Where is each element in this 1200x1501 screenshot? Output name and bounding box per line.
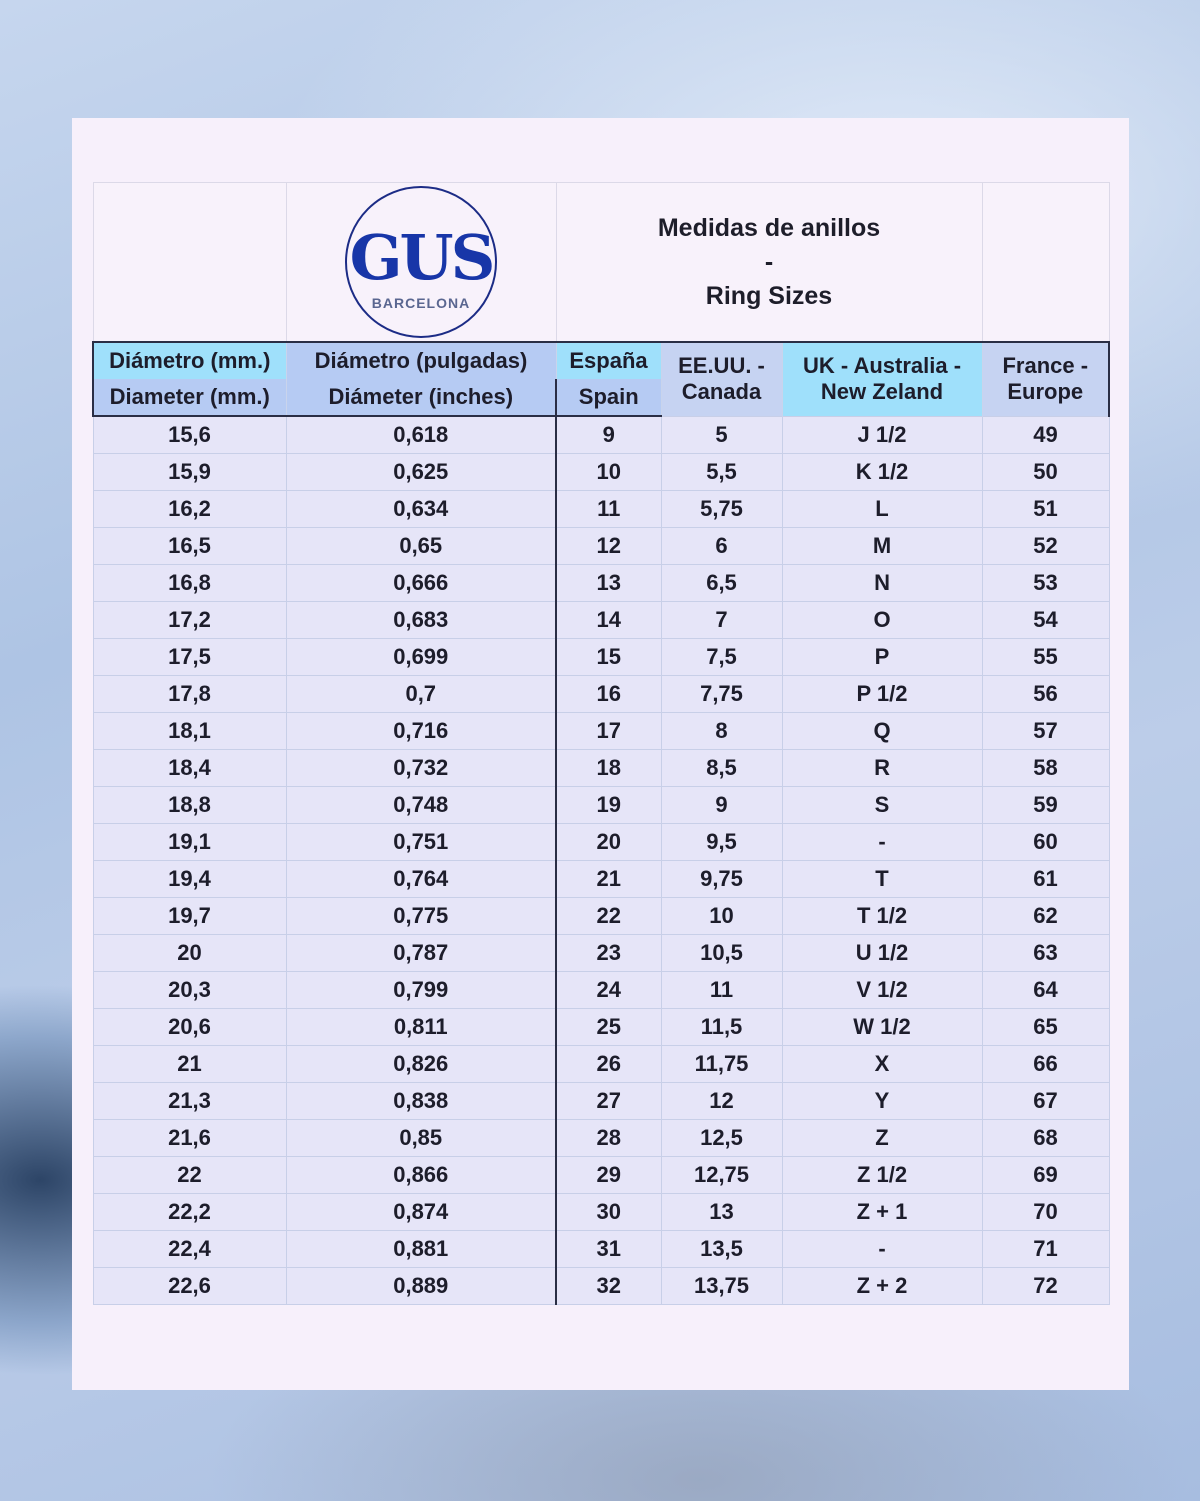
diameter-mm-cell: 20 bbox=[93, 934, 286, 971]
uk-size-cell: T bbox=[782, 860, 982, 897]
us-size-cell: 9,75 bbox=[661, 860, 782, 897]
header-uk-line1: UK - Australia - bbox=[802, 353, 962, 379]
diameter-inches-cell: 0,811 bbox=[286, 1008, 556, 1045]
us-size-cell: 6 bbox=[661, 527, 782, 564]
logo-wordmark: GUS bbox=[349, 221, 493, 294]
table-row bbox=[93, 1119, 1109, 1156]
header-diameter-mm-es: Diámetro (mm.) bbox=[93, 342, 286, 379]
gus-barcelona-logo bbox=[345, 186, 497, 338]
spain-size-cell: 13 bbox=[556, 564, 661, 601]
diameter-mm-cell: 20,3 bbox=[93, 971, 286, 1008]
diameter-inches-cell: 0,618 bbox=[286, 416, 556, 453]
us-size-cell: 12 bbox=[661, 1082, 782, 1119]
spain-size-cell: 9 bbox=[556, 416, 661, 453]
title-spanish: Medidas de anillos bbox=[657, 214, 881, 242]
spain-size-cell: 30 bbox=[556, 1193, 661, 1230]
title-cell bbox=[556, 183, 982, 343]
spain-size-cell: 29 bbox=[556, 1156, 661, 1193]
ring-size-table bbox=[92, 182, 1110, 1305]
header-spain-en: Spain bbox=[556, 379, 661, 416]
us-size-cell: 11 bbox=[661, 971, 782, 1008]
uk-size-cell: P 1/2 bbox=[782, 675, 982, 712]
diameter-mm-cell: 16,8 bbox=[93, 564, 286, 601]
uk-size-cell: Z bbox=[782, 1119, 982, 1156]
table-row bbox=[93, 638, 1109, 675]
us-size-cell: 13,75 bbox=[661, 1267, 782, 1304]
us-size-cell: 5,75 bbox=[661, 490, 782, 527]
uk-size-cell: - bbox=[782, 823, 982, 860]
table-row bbox=[93, 971, 1109, 1008]
spain-size-cell: 11 bbox=[556, 490, 661, 527]
uk-size-cell: X bbox=[782, 1045, 982, 1082]
diameter-mm-cell: 22,6 bbox=[93, 1267, 286, 1304]
france-size-cell: 67 bbox=[982, 1082, 1109, 1119]
france-size-cell: 64 bbox=[982, 971, 1109, 1008]
france-size-cell: 72 bbox=[982, 1267, 1109, 1304]
diameter-mm-cell: 20,6 bbox=[93, 1008, 286, 1045]
diameter-inches-cell: 0,716 bbox=[286, 712, 556, 749]
us-size-cell: 8,5 bbox=[661, 749, 782, 786]
diameter-inches-cell: 0,748 bbox=[286, 786, 556, 823]
us-size-cell: 10,5 bbox=[661, 934, 782, 971]
diameter-inches-cell: 0,866 bbox=[286, 1156, 556, 1193]
diameter-inches-cell: 0,838 bbox=[286, 1082, 556, 1119]
france-size-cell: 52 bbox=[982, 527, 1109, 564]
diameter-inches-cell: 0,881 bbox=[286, 1230, 556, 1267]
us-size-cell: 8 bbox=[661, 712, 782, 749]
header-row-spanish bbox=[93, 342, 1109, 379]
diameter-inches-cell: 0,683 bbox=[286, 601, 556, 638]
table-row bbox=[93, 675, 1109, 712]
france-size-cell: 66 bbox=[982, 1045, 1109, 1082]
header-spain-es: España bbox=[556, 342, 661, 379]
uk-size-cell: O bbox=[782, 601, 982, 638]
diameter-inches-cell: 0,826 bbox=[286, 1045, 556, 1082]
spain-size-cell: 10 bbox=[556, 453, 661, 490]
diameter-mm-cell: 18,4 bbox=[93, 749, 286, 786]
spain-size-cell: 27 bbox=[556, 1082, 661, 1119]
uk-size-cell: M bbox=[782, 527, 982, 564]
table-row bbox=[93, 527, 1109, 564]
us-size-cell: 11,5 bbox=[661, 1008, 782, 1045]
us-size-cell: 7 bbox=[661, 601, 782, 638]
table-row bbox=[93, 490, 1109, 527]
diameter-mm-cell: 17,5 bbox=[93, 638, 286, 675]
us-size-cell: 7,75 bbox=[661, 675, 782, 712]
spain-size-cell: 16 bbox=[556, 675, 661, 712]
header-diameter-inches-en: Diámeter (inches) bbox=[286, 379, 556, 416]
header-uk-australia-nz bbox=[782, 342, 982, 416]
france-size-cell: 57 bbox=[982, 712, 1109, 749]
uk-size-cell: U 1/2 bbox=[782, 934, 982, 971]
table-row bbox=[93, 1045, 1109, 1082]
table-row bbox=[93, 1008, 1109, 1045]
title-cell-empty-left bbox=[93, 183, 286, 343]
us-size-cell: 10 bbox=[661, 897, 782, 934]
uk-size-cell: N bbox=[782, 564, 982, 601]
spain-size-cell: 17 bbox=[556, 712, 661, 749]
diameter-inches-cell: 0,65 bbox=[286, 527, 556, 564]
us-size-cell: 5 bbox=[661, 416, 782, 453]
diameter-inches-cell: 0,85 bbox=[286, 1119, 556, 1156]
uk-size-cell: P bbox=[782, 638, 982, 675]
header-us-canada bbox=[661, 342, 782, 416]
uk-size-cell: L bbox=[782, 490, 982, 527]
table-row bbox=[93, 712, 1109, 749]
diameter-inches-cell: 0,764 bbox=[286, 860, 556, 897]
uk-size-cell: T 1/2 bbox=[782, 897, 982, 934]
table-row bbox=[93, 860, 1109, 897]
diameter-mm-cell: 21,6 bbox=[93, 1119, 286, 1156]
france-size-cell: 53 bbox=[982, 564, 1109, 601]
us-size-cell: 6,5 bbox=[661, 564, 782, 601]
us-size-cell: 9 bbox=[661, 786, 782, 823]
diameter-mm-cell: 22,4 bbox=[93, 1230, 286, 1267]
header-fr-line1: France - bbox=[1002, 353, 1089, 379]
table-row bbox=[93, 416, 1109, 453]
header-fr-line2: Europe bbox=[1007, 379, 1084, 405]
diameter-mm-cell: 22,2 bbox=[93, 1193, 286, 1230]
diameter-mm-cell: 17,8 bbox=[93, 675, 286, 712]
uk-size-cell: S bbox=[782, 786, 982, 823]
header-us-line2: Canada bbox=[681, 379, 762, 405]
france-size-cell: 68 bbox=[982, 1119, 1109, 1156]
france-size-cell: 71 bbox=[982, 1230, 1109, 1267]
table-row bbox=[93, 1230, 1109, 1267]
diameter-mm-cell: 22 bbox=[93, 1156, 286, 1193]
table-row bbox=[93, 786, 1109, 823]
us-size-cell: 13,5 bbox=[661, 1230, 782, 1267]
uk-size-cell: Z + 2 bbox=[782, 1267, 982, 1304]
spain-size-cell: 26 bbox=[556, 1045, 661, 1082]
diameter-mm-cell: 21 bbox=[93, 1045, 286, 1082]
uk-size-cell: R bbox=[782, 749, 982, 786]
spain-size-cell: 32 bbox=[556, 1267, 661, 1304]
diameter-inches-cell: 0,7 bbox=[286, 675, 556, 712]
table-row bbox=[93, 823, 1109, 860]
diameter-inches-cell: 0,699 bbox=[286, 638, 556, 675]
france-size-cell: 54 bbox=[982, 601, 1109, 638]
france-size-cell: 56 bbox=[982, 675, 1109, 712]
title-row bbox=[93, 183, 1109, 343]
uk-size-cell: J 1/2 bbox=[782, 416, 982, 453]
table-row bbox=[93, 453, 1109, 490]
uk-size-cell: Q bbox=[782, 712, 982, 749]
diameter-inches-cell: 0,625 bbox=[286, 453, 556, 490]
diameter-inches-cell: 0,666 bbox=[286, 564, 556, 601]
spain-size-cell: 21 bbox=[556, 860, 661, 897]
diameter-inches-cell: 0,889 bbox=[286, 1267, 556, 1304]
title-separator: - bbox=[764, 248, 774, 276]
table-row bbox=[93, 897, 1109, 934]
spain-size-cell: 19 bbox=[556, 786, 661, 823]
uk-size-cell: V 1/2 bbox=[782, 971, 982, 1008]
france-size-cell: 63 bbox=[982, 934, 1109, 971]
diameter-inches-cell: 0,775 bbox=[286, 897, 556, 934]
spain-size-cell: 22 bbox=[556, 897, 661, 934]
table-row bbox=[93, 564, 1109, 601]
france-size-cell: 62 bbox=[982, 897, 1109, 934]
table-row bbox=[93, 934, 1109, 971]
table-row bbox=[93, 601, 1109, 638]
spain-size-cell: 25 bbox=[556, 1008, 661, 1045]
diameter-inches-cell: 0,634 bbox=[286, 490, 556, 527]
diameter-mm-cell: 18,1 bbox=[93, 712, 286, 749]
diameter-mm-cell: 16,5 bbox=[93, 527, 286, 564]
title-english: Ring Sizes bbox=[705, 282, 833, 310]
header-france-europe bbox=[982, 342, 1109, 416]
france-size-cell: 50 bbox=[982, 453, 1109, 490]
diameter-mm-cell: 15,9 bbox=[93, 453, 286, 490]
diameter-mm-cell: 18,8 bbox=[93, 786, 286, 823]
uk-size-cell: K 1/2 bbox=[782, 453, 982, 490]
france-size-cell: 69 bbox=[982, 1156, 1109, 1193]
logo-subtitle: BARCELONA bbox=[371, 295, 471, 311]
us-size-cell: 12,75 bbox=[661, 1156, 782, 1193]
diameter-mm-cell: 15,6 bbox=[93, 416, 286, 453]
france-size-cell: 58 bbox=[982, 749, 1109, 786]
us-size-cell: 13 bbox=[661, 1193, 782, 1230]
us-size-cell: 11,75 bbox=[661, 1045, 782, 1082]
diameter-mm-cell: 17,2 bbox=[93, 601, 286, 638]
france-size-cell: 49 bbox=[982, 416, 1109, 453]
france-size-cell: 51 bbox=[982, 490, 1109, 527]
header-uk-line2: New Zeland bbox=[820, 379, 944, 405]
table-row bbox=[93, 1082, 1109, 1119]
spain-size-cell: 28 bbox=[556, 1119, 661, 1156]
france-size-cell: 70 bbox=[982, 1193, 1109, 1230]
table-row bbox=[93, 1267, 1109, 1304]
diameter-mm-cell: 19,1 bbox=[93, 823, 286, 860]
diameter-inches-cell: 0,787 bbox=[286, 934, 556, 971]
spain-size-cell: 18 bbox=[556, 749, 661, 786]
france-size-cell: 59 bbox=[982, 786, 1109, 823]
table-row bbox=[93, 1193, 1109, 1230]
diameter-inches-cell: 0,799 bbox=[286, 971, 556, 1008]
france-size-cell: 60 bbox=[982, 823, 1109, 860]
uk-size-cell: W 1/2 bbox=[782, 1008, 982, 1045]
france-size-cell: 61 bbox=[982, 860, 1109, 897]
spain-size-cell: 15 bbox=[556, 638, 661, 675]
france-size-cell: 55 bbox=[982, 638, 1109, 675]
diameter-mm-cell: 19,4 bbox=[93, 860, 286, 897]
uk-size-cell: Z + 1 bbox=[782, 1193, 982, 1230]
spain-size-cell: 12 bbox=[556, 527, 661, 564]
header-diameter-inches-es: Diámetro (pulgadas) bbox=[286, 342, 556, 379]
uk-size-cell: Y bbox=[782, 1082, 982, 1119]
diameter-mm-cell: 16,2 bbox=[93, 490, 286, 527]
france-size-cell: 65 bbox=[982, 1008, 1109, 1045]
us-size-cell: 5,5 bbox=[661, 453, 782, 490]
spain-size-cell: 20 bbox=[556, 823, 661, 860]
diameter-inches-cell: 0,874 bbox=[286, 1193, 556, 1230]
diameter-inches-cell: 0,751 bbox=[286, 823, 556, 860]
spain-size-cell: 23 bbox=[556, 934, 661, 971]
spain-size-cell: 31 bbox=[556, 1230, 661, 1267]
us-size-cell: 7,5 bbox=[661, 638, 782, 675]
uk-size-cell: - bbox=[782, 1230, 982, 1267]
table-row bbox=[93, 1156, 1109, 1193]
table-row bbox=[93, 749, 1109, 786]
logo-cell bbox=[286, 183, 556, 343]
diameter-mm-cell: 21,3 bbox=[93, 1082, 286, 1119]
us-size-cell: 9,5 bbox=[661, 823, 782, 860]
header-diameter-mm-en: Diameter (mm.) bbox=[93, 379, 286, 416]
uk-size-cell: Z 1/2 bbox=[782, 1156, 982, 1193]
us-size-cell: 12,5 bbox=[661, 1119, 782, 1156]
diameter-mm-cell: 19,7 bbox=[93, 897, 286, 934]
diameter-inches-cell: 0,732 bbox=[286, 749, 556, 786]
spain-size-cell: 24 bbox=[556, 971, 661, 1008]
header-us-line1: EE.UU. - bbox=[678, 353, 765, 379]
title-cell-empty-right bbox=[982, 183, 1109, 343]
spain-size-cell: 14 bbox=[556, 601, 661, 638]
page-title bbox=[557, 211, 982, 313]
